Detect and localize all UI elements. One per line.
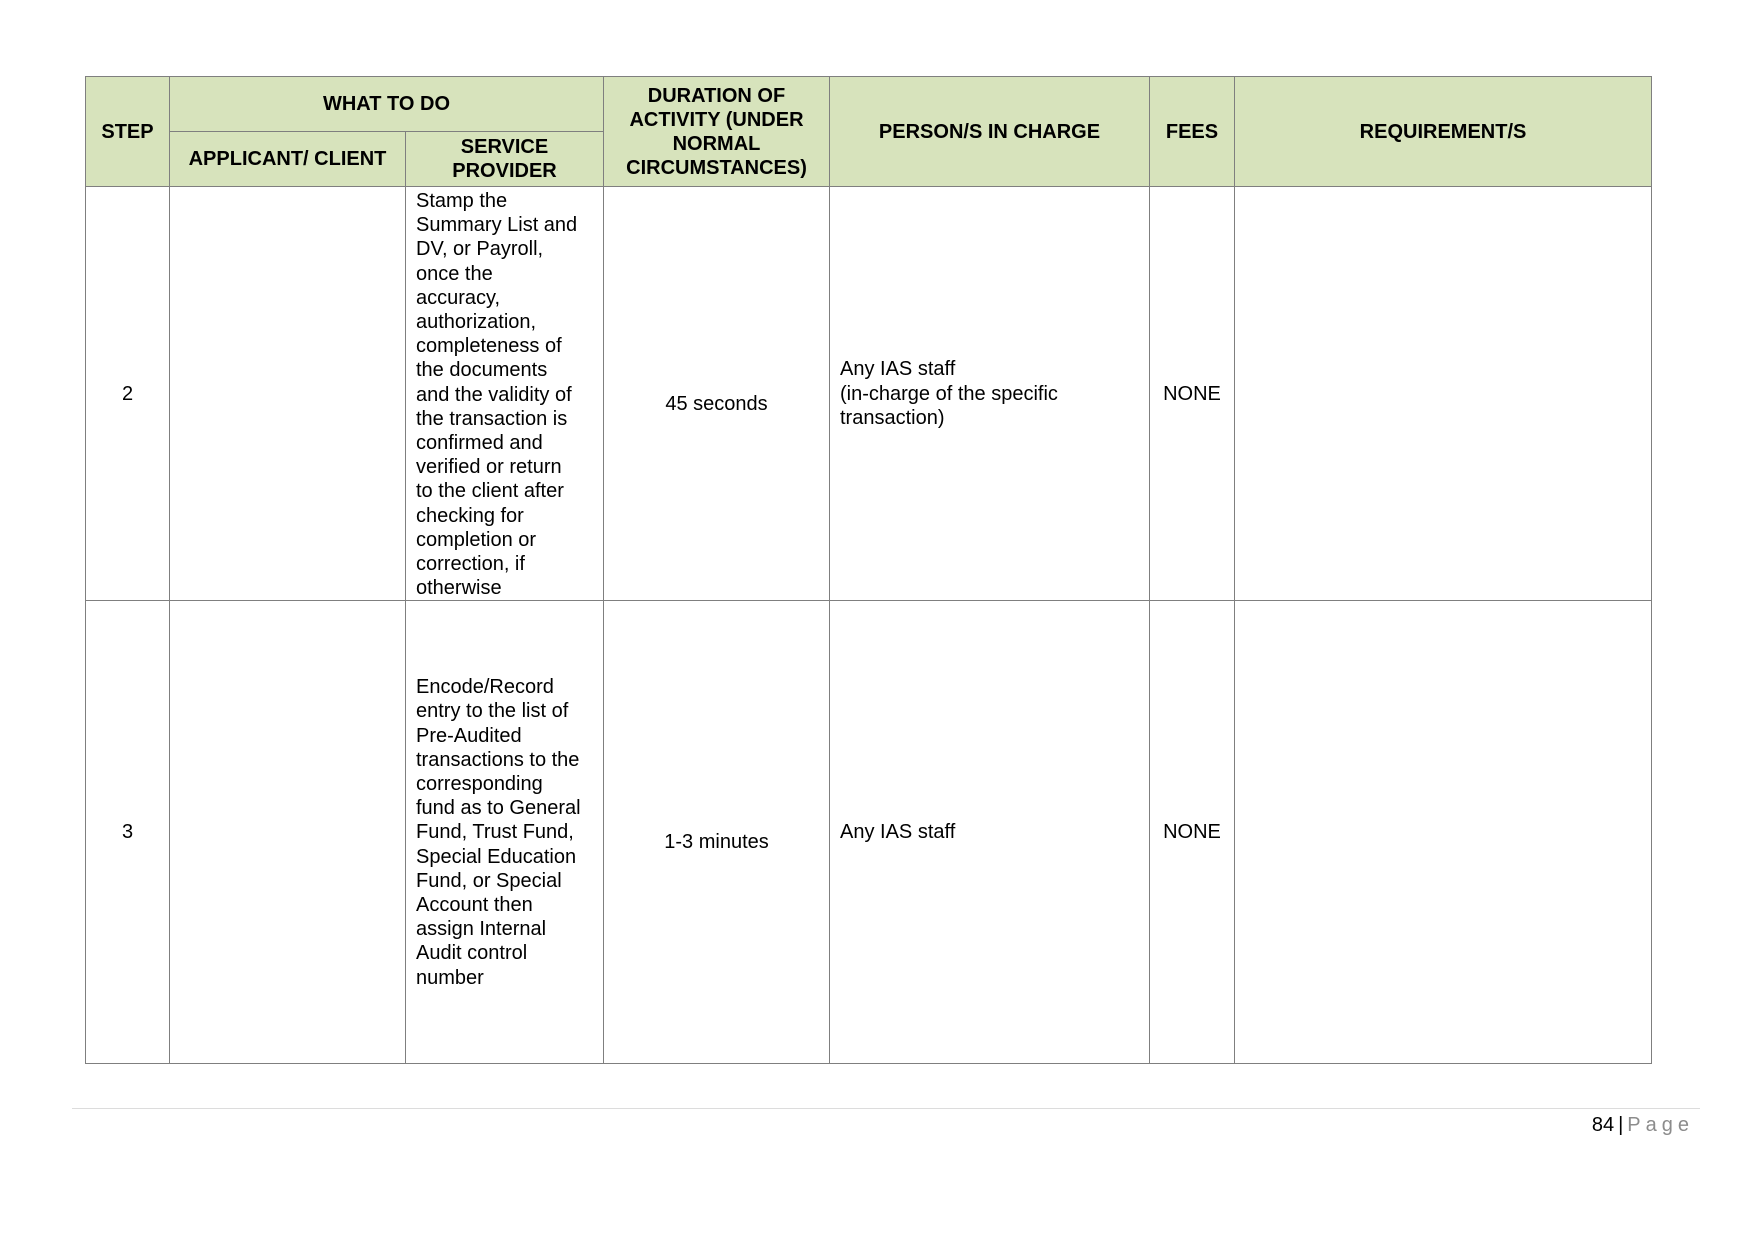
header-fees: FEES [1150, 77, 1235, 187]
duration: 1-3 minutes [604, 601, 830, 1064]
fees: NONE [1150, 601, 1235, 1064]
requirements [1235, 601, 1652, 1064]
service-provider-action: Stamp the Summary List and DV, or Payroll, once the accuracy, authorization, completeness of the documents and the validity of the transaction is confirmed and verified or return to the client after checking for completion or correction, if otherwise [406, 187, 604, 601]
header-step: STEP [86, 77, 170, 187]
table-row [86, 601, 1652, 1064]
table-row [86, 187, 1652, 601]
person-in-charge: Any IAS staff (in-charge of the specific transaction) [830, 187, 1150, 601]
page-separator: | [1618, 1114, 1624, 1136]
step-number: 3 [86, 601, 170, 1064]
header-person-in-charge: PERSON/S IN CHARGE [830, 77, 1150, 187]
citizen-charter-process-table [85, 76, 1652, 1064]
page-label: Page [1627, 1114, 1694, 1136]
requirements [1235, 187, 1652, 601]
footer-divider [72, 1108, 1700, 1109]
service-provider-action: Encode/Record entry to the list of Pre-Audited transactions to the corresponding fund as to General Fund, Trust Fund, Special Education Fund, or Special Account then assign Internal Audit control number [406, 601, 604, 1064]
table-header [86, 77, 1652, 187]
page-footer [1592, 1114, 1694, 1137]
step-number: 2 [86, 187, 170, 601]
duration: 45 seconds [604, 187, 830, 601]
header-what-to-do: WHAT TO DO [170, 77, 604, 132]
fees: NONE [1150, 187, 1235, 601]
applicant-action [170, 187, 406, 601]
header-duration: DURATION OF ACTIVITY (UNDER NORMAL CIRCUMSTANCES) [604, 77, 830, 187]
header-service-provider: SERVICE PROVIDER [406, 132, 604, 187]
table-body [86, 187, 1652, 1064]
applicant-action [170, 601, 406, 1064]
person-in-charge: Any IAS staff [830, 601, 1150, 1064]
page-number: 84 [1591, 1114, 1615, 1136]
header-applicant-client: APPLICANT/ CLIENT [170, 132, 406, 187]
header-requirements: REQUIREMENT/S [1235, 77, 1652, 187]
